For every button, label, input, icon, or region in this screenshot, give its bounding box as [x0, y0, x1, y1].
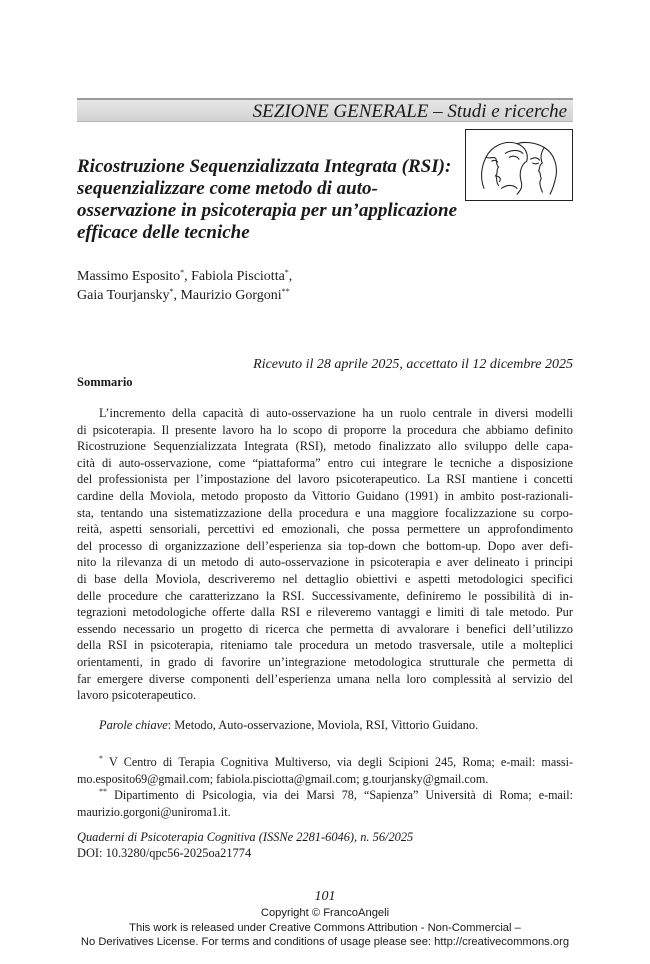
keywords-text: : Metodo, Auto-osservazione, Moviola, RSI, Vittorio Guidano.	[167, 718, 479, 732]
abstract-line: cità di auto-osservazione, come “piattaforma” entro cui integrare le tecniche a disposizione	[77, 455, 573, 470]
doi: DOI: 10.3280/qpc56-2025oa21774	[77, 846, 252, 860]
footnote-mark: **	[99, 787, 107, 797]
abstract-line: della RSI in psicoterapia, riteniamo tale procedura un metodo trasversale, utile a molteplici	[77, 638, 573, 653]
footnote-text: maurizio.gorgoni@uniroma1.it.	[77, 804, 231, 819]
author-name: Fabiola Pisciotta	[191, 269, 285, 284]
section-header-text: SEZIONE GENERALE – Studi e ricerche	[252, 101, 567, 122]
footnote-text: V Centro di Terapia Cognitiva Multiverso, via degli Scipioni 245, Roma; e-mail: massi-	[103, 755, 573, 769]
abstract-line: del professionista per l’impostazione del lavoro psicoterapeutico. La RSI mantiene i concetti	[77, 472, 573, 487]
footnote-line	[77, 787, 573, 804]
two-faces-line-drawing-icon	[465, 129, 573, 201]
abstract-line: del processo di organizzazione dell’esperienza sia top-down che bottom-up. Dopo aver defi-	[77, 538, 573, 553]
abstract-line: essendo necessario un progetto di ricerca che permetta di avvalorare i benefici dell’utilizzo	[77, 621, 573, 636]
author-affiliation-mark: *	[169, 287, 174, 296]
abstract-body	[77, 405, 573, 704]
abstract-heading: Sommario	[77, 375, 133, 389]
abstract-line: orientamenti, in grado di favorire un’integrazione metodologica strutturale che permetta di	[77, 654, 573, 669]
footnote-mark: *	[99, 754, 103, 763]
author-separator: ,	[288, 269, 293, 284]
abstract-line: Ricostruzione Sequenzializzata Integrata (RSI), metodo finalizzato allo sviluppo delle capa-	[77, 439, 573, 454]
author-line-2	[77, 286, 497, 305]
affiliation-footnotes	[77, 754, 573, 820]
abstract-line: sta, tentando una sistematizzazione della procedura e una maggiore focalizzazione su corpo-	[77, 505, 573, 520]
author-separator: ,	[173, 288, 181, 303]
abstract-line: di base della Moviola, descriveremo nel dettaglio obiettivi e aspetti metodologici specifici	[77, 571, 573, 586]
license-line: This work is released under Creative Commons Attribution - Non-Commercial –	[129, 921, 521, 934]
author-name: Maurizio Gorgoni	[180, 288, 282, 303]
section-header	[77, 98, 573, 122]
page-number: 101	[314, 889, 336, 904]
keywords-label: Parole chiave	[99, 718, 168, 732]
abstract-line: lavoro psicoterapeutico.	[77, 688, 197, 703]
license-notice	[0, 906, 650, 950]
author-affiliation-mark: *	[180, 268, 185, 277]
author-affiliation-mark: *	[284, 268, 289, 277]
author-name: Massimo Esposito	[77, 269, 181, 284]
footnote-text: mo.esposito69@gmail.com; fabiola.pisciotta@gmail.com; g.tourjansky@gmail.com.	[77, 771, 489, 786]
abstract-line: cardine della Moviola, metodo proposto da Vittorio Guidano (1991) in ambito post-razionali-	[77, 488, 573, 503]
license-terms-line: No Derivatives License. For terms and conditions of usage please see: http://creativecommons.org	[80, 936, 570, 948]
footnote-line	[77, 771, 573, 788]
article-title: Ricostruzione Sequenzializzata Integrata (RSI): sequenzializzare come metodo di auto-osservazione in psicoterapia per un’applicazione efficace delle tecniche	[77, 156, 458, 243]
journal-citation	[77, 829, 573, 861]
footnote-line	[77, 754, 573, 771]
received-accepted-dates: Ricevuto il 28 aprile 2025, accettato il 12 dicembre 2025	[253, 357, 573, 372]
footnote-line	[77, 804, 573, 821]
abstract-line: di psicoterapia. Il presente lavoro ha lo scopo di proporre la procedura che abbiamo definito	[77, 422, 573, 437]
abstract-line: reità, aspetti sensoriali, percettivi ed emozionali, che possa permettere un approfondimento	[77, 522, 573, 537]
keywords	[99, 717, 573, 734]
abstract-line: tegrazioni metodologiche offerte dalla RSI e rileveremo vantaggi e limiti di tale metodo. Pur	[77, 605, 573, 620]
abstract-line: L’incremento della capacità di auto-osservazione ha un ruolo centrale in diversi modelli	[99, 406, 573, 420]
author-separator: ,	[184, 269, 192, 284]
author-affiliation-mark: **	[281, 287, 290, 296]
footnote-text: Dipartimento di Psicologia, via dei Marsi 78, “Sapienza” Università di Roma; e-mail:	[107, 788, 573, 803]
author-line-1	[77, 267, 497, 286]
abstract-line: far emergere diverse componenti dell’esperienza umana nella loro complessità al servizio del	[77, 671, 573, 686]
author-name: Gaia Tourjansky	[77, 288, 170, 303]
abstract-line: delle procedure che caratterizzano la RSI. Successivamente, definiremo le possibilità di in-	[77, 588, 573, 603]
author-list	[77, 267, 497, 305]
copyright-line: Copyright © FrancoAngeli	[260, 907, 390, 919]
journal-name: Quaderni di Psicoterapia Cognitiva (ISSNe 2281-6046), n. 56/2025	[77, 830, 414, 844]
abstract-line: nito la rilevanza di un metodo di auto-osservazione in psicoterapia e aver delineato i principi	[77, 555, 573, 570]
